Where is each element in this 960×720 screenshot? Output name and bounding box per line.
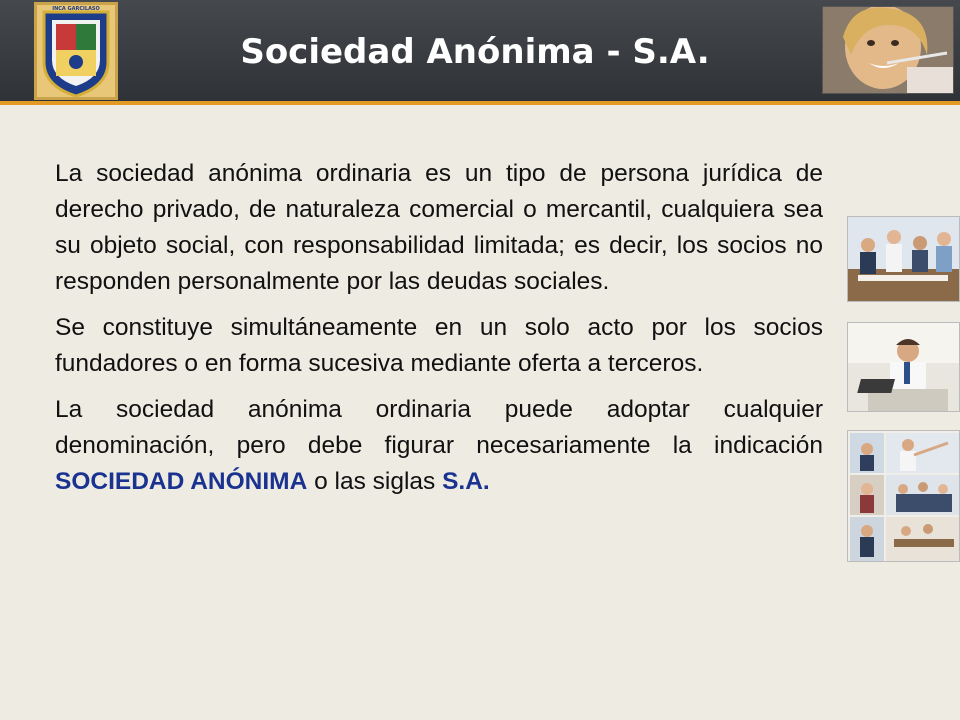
slide-body	[55, 156, 823, 510]
emphasis-sa: S.A.	[442, 468, 490, 495]
man-at-laptop-photo	[847, 322, 960, 412]
page-title: Sociedad Anónima - S.A.	[240, 32, 710, 72]
paragraph-denomination-text: La sociedad anónima ordinaria puede adoptar cualquier denominación, pero debe figurar necesariamente la indicación	[55, 396, 823, 459]
svg-text:INCA GARCILASO: INCA GARCILASO	[52, 6, 100, 12]
office-collage-photo	[847, 430, 960, 562]
business-meeting-photo	[847, 216, 960, 302]
university-crest-icon	[34, 2, 118, 100]
paragraph-constitution: Se constituye simultáneamente en un solo acto por los socios fundadores o en forma sucesiva mediante oferta a terceros.	[55, 314, 823, 377]
emphasis-sociedad-anonima: SOCIEDAD ANÓNIMA	[55, 468, 308, 495]
paragraph-denomination-middle: o las siglas	[307, 468, 443, 495]
paragraph-definition: La sociedad anónima ordinaria es un tipo de persona jurídica de derecho privado, de naturaleza comercial o mercantil, cualquiera sea su objeto social, con responsabilidad limitada; es decir, los socios no responden personalmente por las deudas sociales.	[55, 160, 823, 295]
paragraph-denomination	[55, 392, 823, 500]
smiling-woman-with-pen-photo	[822, 6, 954, 94]
